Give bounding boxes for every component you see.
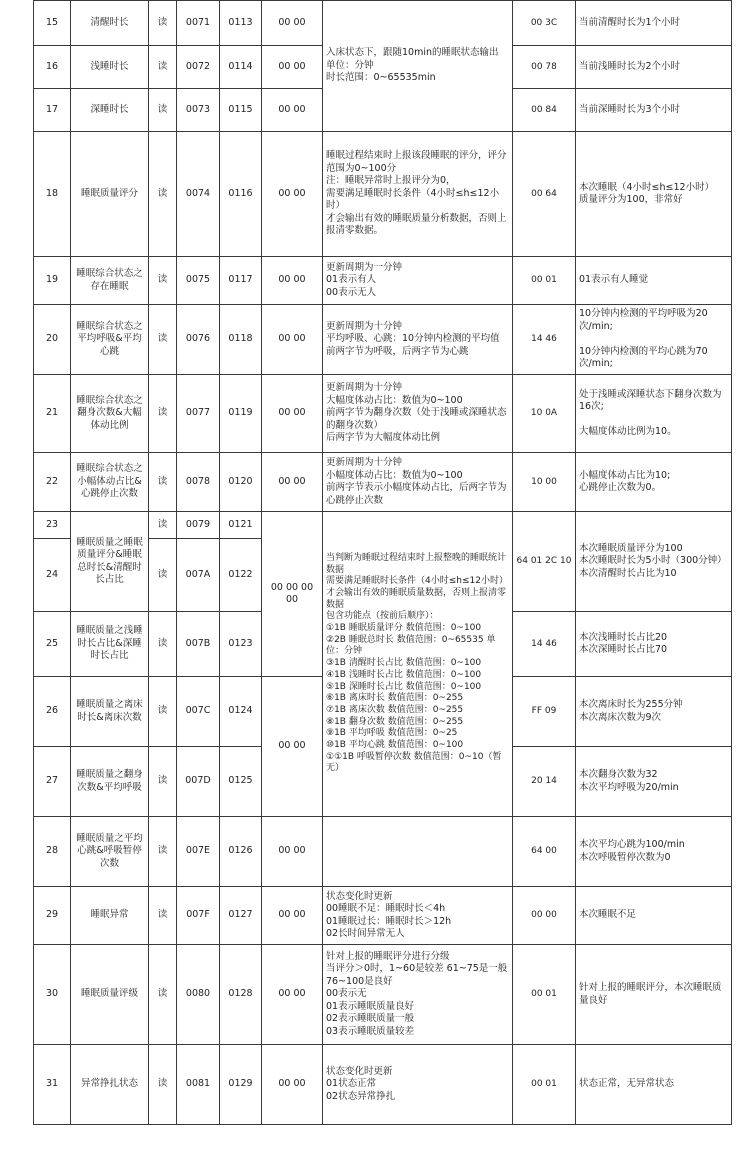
example-note-cell: 本次平均心跳为100/min 本次呼吸暂停次数为0 [576,817,732,887]
seq-cell: 21 [34,375,71,453]
example-value-cell: 00 01 [513,945,576,1045]
seq-cell: 28 [34,817,71,887]
table-row [34,453,732,512]
description-cell: 当判断为睡眠过程结束时上报整晚的睡眠统计数据 需要满足睡眠时长条件（4小时≤h≤12小时） 才会输出有效的睡眠质量数据，否则上报清零数据 包含功能点（按前后顺序）： ①1B 睡眠质量评分 数值范围：0~100 ②2B 睡眠总时长 数值范围：0~65535 单位：分钟 ③1B 清醒时长占比 数值范围：0~100 ④1B 浅睡时长占比 数值范围：0~100 ⑤1B 深睡时长占比 数值范围：0~100 ⑥1B 离床时长 数值范围：0~255 ⑦1B 离床次数 数值范围：0~255 ⑧1B 翻身次数 数值范围：0~255 ⑨1B 平均呼吸 数值范围：0~25 ⑩1B 平均心跳 数值范围：0~100 ①①1B 呼吸暂停次数 数值范围：0~10（暂无） [323,512,513,817]
seq-cell: 19 [34,257,71,305]
table-row [34,305,732,375]
description-cell: 睡眠过程结束时上报该段睡眠的评分，评分范围为0~100分 注：睡眠异常时上报评分为0， 需要满足睡眠时长条件（4小时≤h≤12小时） 才会输出有效的睡眠质量分析数据，否则上报清零数据。 [323,132,513,257]
example-note-cell: 本次浅睡时长占比20 本次深睡时长占比70 [576,612,732,677]
example-note-cell: 本次睡眠质量评分为100 本次睡眠时长为5小时（300分钟） 本次清醒时长占比为10 [576,512,732,612]
example-value-cell: 64 00 [513,817,576,887]
example-value-cell: 00 84 [513,89,576,132]
address-cell: 0077 [177,375,220,453]
example-value-cell: 00 00 [513,887,576,945]
name-cell: 睡眠质量之离床时长&离床次数 [71,677,149,747]
description-cell [323,817,513,887]
initial-value-cell: 00 00 [262,817,323,887]
decimal-address-cell: 0117 [220,257,262,305]
table-row [34,1,732,46]
rw-cell: 读 [149,1045,177,1125]
name-cell: 睡眠质量评分 [71,132,149,257]
example-note-cell: 10分钟内检测的平均呼吸为20次/min; 10分钟内检测的平均心跳为70次/min; [576,305,732,375]
address-cell: 0075 [177,257,220,305]
example-value-cell: 64 01 2C 10 [513,512,576,612]
table-row [34,512,732,539]
initial-value-cell: 00 00 [262,453,323,512]
example-note-cell: 针对上报的睡眠评分，本次睡眠质量良好 [576,945,732,1045]
initial-value-cell: 00 00 [262,1045,323,1125]
name-cell: 睡眠综合状态之小幅体动占比&心跳停止次数 [71,453,149,512]
seq-cell: 25 [34,612,71,677]
description-cell: 状态变化时更新 00睡眠不足：睡眠时长＜4h 01睡眠过长：睡眠时长＞12h 02长时间异常无人 [323,887,513,945]
seq-cell: 15 [34,1,71,46]
decimal-address-cell: 0116 [220,132,262,257]
example-note-cell: 小幅度体动占比为10; 心跳停止次数为0。 [576,453,732,512]
rw-cell: 读 [149,677,177,747]
address-cell: 007A [177,539,220,612]
rw-cell: 读 [149,612,177,677]
initial-value-cell: 00 00 [262,46,323,89]
address-cell: 007F [177,887,220,945]
address-cell: 0071 [177,1,220,46]
decimal-address-cell: 0114 [220,46,262,89]
seq-cell: 26 [34,677,71,747]
name-cell: 深睡时长 [71,89,149,132]
rw-cell: 读 [149,453,177,512]
example-value-cell: 14 46 [513,305,576,375]
address-cell: 0079 [177,512,220,539]
name-cell: 睡眠质量之平均心跳&呼吸暂停次数 [71,817,149,887]
decimal-address-cell: 0119 [220,375,262,453]
rw-cell: 读 [149,257,177,305]
address-cell: 0072 [177,46,220,89]
example-note-cell: 当前浅睡时长为2个小时 [576,46,732,89]
example-note-cell: 当前清醒时长为1个小时 [576,1,732,46]
address-cell: 007C [177,677,220,747]
rw-cell: 读 [149,945,177,1045]
seq-cell: 22 [34,453,71,512]
decimal-address-cell: 0124 [220,677,262,747]
address-cell: 007E [177,817,220,887]
description-cell: 更新周期为十分钟 大幅度体动占比：数值为0~100 前两字节为翻身次数（处于浅睡或深睡状态的翻身次数） 后两字节为大幅度体动比例 [323,375,513,453]
decimal-address-cell: 0125 [220,747,262,817]
address-cell: 0078 [177,453,220,512]
example-value-cell: FF 09 [513,677,576,747]
example-value-cell: 14 46 [513,612,576,677]
name-cell: 睡眠综合状态之存在睡眠 [71,257,149,305]
name-cell: 睡眠质量之睡眠质量评分&睡眠总时长&清醒时长占比 [71,512,149,612]
decimal-address-cell: 0121 [220,512,262,539]
initial-value-cell: 00 00 [262,1,323,46]
example-value-cell: 00 01 [513,257,576,305]
rw-cell: 读 [149,375,177,453]
description-cell: 更新周期为十分钟 小幅度体动占比：数值为0~100 前两字节表示小幅度体动占比，后两字节为心跳停止次数 [323,453,513,512]
name-cell: 睡眠综合状态之翻身次数&大幅体动比例 [71,375,149,453]
seq-cell: 17 [34,89,71,132]
address-cell: 007D [177,747,220,817]
address-cell: 007B [177,612,220,677]
table-row [34,132,732,257]
rw-cell: 读 [149,132,177,257]
example-note-cell: 本次睡眠不足 [576,887,732,945]
seq-cell: 31 [34,1045,71,1125]
example-note-cell: 当前深睡时长为3个小时 [576,89,732,132]
example-value-cell: 00 64 [513,132,576,257]
rw-cell: 读 [149,89,177,132]
rw-cell: 读 [149,46,177,89]
example-note-cell: 本次翻身次数为32 本次平均呼吸为20/min [576,747,732,817]
seq-cell: 23 [34,512,71,539]
example-note-cell: 01表示有人睡觉 [576,257,732,305]
example-note-cell: 本次睡眠（4小时≤h≤12小时） 质量评分为100，非常好 [576,132,732,257]
decimal-address-cell: 0123 [220,612,262,677]
rw-cell: 读 [149,747,177,817]
description-cell: 更新周期为一分钟 01表示有人 00表示无人 [323,257,513,305]
address-cell: 0080 [177,945,220,1045]
example-value-cell: 00 78 [513,46,576,89]
name-cell: 清醒时长 [71,1,149,46]
seq-cell: 20 [34,305,71,375]
example-note-cell: 本次离床时长为255分钟 本次离床次数为9次 [576,677,732,747]
decimal-address-cell: 0113 [220,1,262,46]
address-cell: 0074 [177,132,220,257]
address-cell: 0076 [177,305,220,375]
decimal-address-cell: 0126 [220,817,262,887]
decimal-address-cell: 0129 [220,1045,262,1125]
seq-cell: 29 [34,887,71,945]
rw-cell: 读 [149,1,177,46]
decimal-address-cell: 0118 [220,305,262,375]
initial-value-cell: 00 00 [262,375,323,453]
name-cell: 浅睡时长 [71,46,149,89]
seq-cell: 18 [34,132,71,257]
table-row [34,1045,732,1125]
decimal-address-cell: 0127 [220,887,262,945]
table-row [34,257,732,305]
initial-value-cell: 00 00 [262,887,323,945]
page-bottom-margin [0,1136,750,1153]
seq-cell: 24 [34,539,71,612]
decimal-address-cell: 0122 [220,539,262,612]
register-table [33,0,732,1125]
rw-cell: 读 [149,887,177,945]
rw-cell: 读 [149,512,177,539]
rw-cell: 读 [149,305,177,375]
initial-value-cell: 00 00 [262,677,323,817]
address-cell: 0073 [177,89,220,132]
table-row [34,375,732,453]
name-cell: 睡眠质量评级 [71,945,149,1045]
example-note-cell: 状态正常，无异常状态 [576,1045,732,1125]
description-cell: 入床状态下，跟随10min的睡眠状态输出 单位：分钟 时长范围：0~65535min [323,1,513,132]
initial-value-cell: 00 00 [262,945,323,1045]
description-cell: 更新周期为十分钟 平均呼吸、心跳：10分钟内检测的平均值 前两字节为呼吸，后两字节为心跳 [323,305,513,375]
name-cell: 睡眠质量之浅睡时长占比&深睡时长占比 [71,612,149,677]
address-cell: 0081 [177,1045,220,1125]
table-row [34,817,732,887]
example-value-cell: 00 01 [513,1045,576,1125]
initial-value-cell: 00 00 [262,89,323,132]
name-cell: 睡眠异常 [71,887,149,945]
name-cell: 异常挣扎状态 [71,1045,149,1125]
description-cell: 针对上报的睡眠评分进行分级 当评分＞0时，1~60是较差 61~75是一般 76~100是良好 00表示无 01表示睡眠质量良好 02表示睡眠质量一般 03表示睡眠质量较差 [323,945,513,1045]
register-table-sheet [33,0,731,1125]
rw-cell: 读 [149,817,177,887]
example-value-cell: 10 0A [513,375,576,453]
table-row [34,945,732,1045]
initial-value-cell: 00 00 00 00 [262,512,323,677]
initial-value-cell: 00 00 [262,132,323,257]
initial-value-cell: 00 00 [262,257,323,305]
description-cell: 状态变化时更新 01状态正常 02状态异常挣扎 [323,1045,513,1125]
decimal-address-cell: 0115 [220,89,262,132]
name-cell: 睡眠综合状态之平均呼吸&平均心跳 [71,305,149,375]
example-note-cell: 处于浅睡或深睡状态下翻身次数为16次; 大幅度体动比例为10。 [576,375,732,453]
seq-cell: 27 [34,747,71,817]
decimal-address-cell: 0128 [220,945,262,1045]
initial-value-cell: 00 00 [262,305,323,375]
rw-cell: 读 [149,539,177,612]
example-value-cell: 20 14 [513,747,576,817]
seq-cell: 30 [34,945,71,1045]
example-value-cell: 10 00 [513,453,576,512]
seq-cell: 16 [34,46,71,89]
decimal-address-cell: 0120 [220,453,262,512]
name-cell: 睡眠质量之翻身次数&平均呼吸 [71,747,149,817]
example-value-cell: 00 3C [513,1,576,46]
table-row [34,887,732,945]
